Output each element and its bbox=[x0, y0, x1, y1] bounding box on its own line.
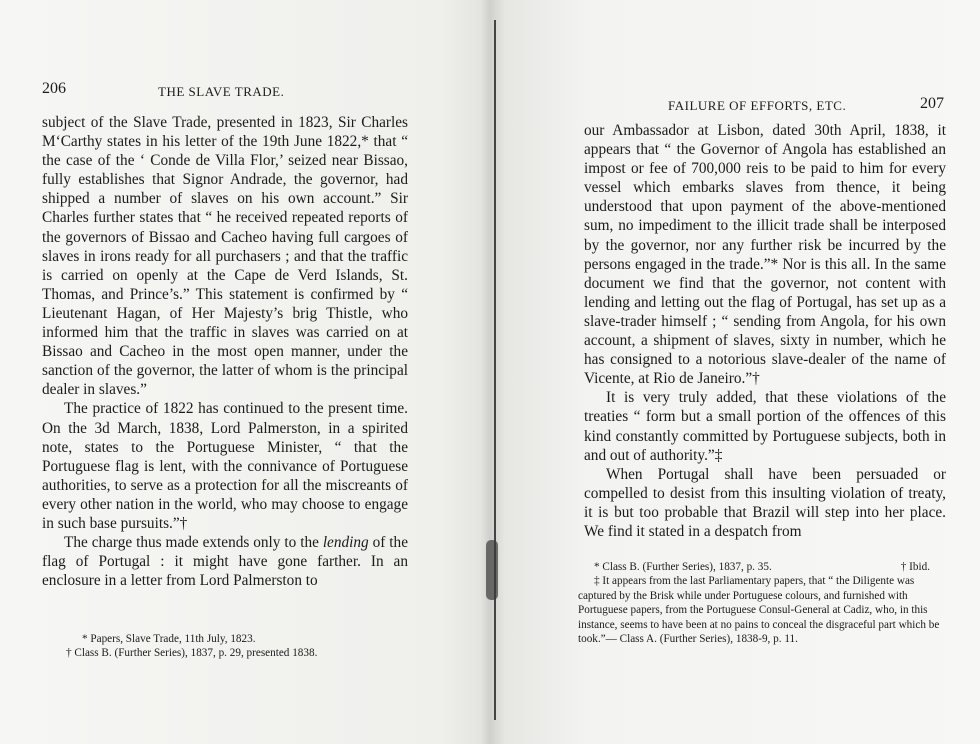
left-page-number: 206 bbox=[42, 80, 66, 97]
left-running-head: THE SLAVE TRADE. bbox=[158, 84, 285, 99]
left-footnotes bbox=[66, 632, 406, 661]
left-paragraph-3 bbox=[42, 533, 408, 590]
right-body bbox=[584, 121, 946, 541]
right-footnote-2: ‡ It appears from the last Parliamentary papers, that “ the Diligente was captured by the Brisk while under Portuguese colours, and furnished with Portuguese papers, from the Portuguese Consul-General at Cadiz, who, in this instance, seems to have been at no pains to conceal the disgraceful part which be took.”— Class A. (Further Series), 1838-9, p. 11. bbox=[578, 575, 940, 646]
right-running-head: FAILURE OF EFFORTS, ETC. bbox=[668, 98, 847, 113]
left-paragraph-1: subject of the Slave Trade, presented in 1823, Sir Charles M‘Carthy states in his letter of the 19th June 1822,* that “ the case of the ‘ Conde de Villa Flor,’ seized near Bissao, fully establishes that Signor Andrade, the governor, had shipped a number of slaves on his own account.” Sir Charles further states that “ he received repeated reports of the governors of Bissao and Cacheo having full cargoes of slaves in irons ready for all purchasers ; and that the traffic is carried on openly at the Cape de Verd Islands, St. Thomas, and Prince’s.” This statement is confirmed by “ Lieutenant Hagan, of Her Majesty’s brig Thistle, who informed him that the traffic in slaves was carried on at Bissao and Cacheo in the most open manner, under the sanction of the governor, the latter of whom is the principal dealer in slaves.” bbox=[42, 114, 408, 399]
left-paragraph-3-emphasis: lending bbox=[322, 534, 369, 552]
left-paragraph-2: The practice of 1822 has continued to the present time. On the 3d March, 1838, Lord Palmerston, in a spirited note, states to the Portuguese Minister, “ that the Portuguese flag is lent, with the connivance of Portuguese authorities, to serve as a protection for all the miscreants of every other nation in the world, who may choose to engage in such base pursuits.”† bbox=[42, 400, 408, 532]
book-gutter bbox=[494, 20, 496, 720]
left-paragraph-3-start: The charge thus made extends only to the bbox=[64, 534, 323, 552]
left-body bbox=[42, 113, 408, 590]
right-footnote-1: * Class B. (Further Series), 1837, p. 35. bbox=[594, 561, 772, 573]
right-footnote-row bbox=[578, 560, 942, 574]
gutter-shadow bbox=[486, 540, 498, 600]
right-page-number: 207 bbox=[920, 95, 944, 112]
left-footnote-1: * Papers, Slave Trade, 11th July, 1823. bbox=[82, 633, 256, 645]
right-footnotes bbox=[578, 560, 942, 646]
right-footnote-1b: † Ibid. bbox=[900, 561, 930, 573]
right-paragraph-1: our Ambassador at Lisbon, dated 30th April, 1838, it appears that “ the Governor of Angola has established an impost or fee of 700,000 reis to be paid to him for every vessel which embarks slaves from thence, it being understood that upon payment of the above-mentioned sum, no impediment to the illicit trade shall be interposed by the governor, nor any further risk be incurred by the persons engaged in the trade.”* Nor is this all. In the same document we find that the governor, not content with lending and letting out the flag of Portugal, has set up as a slave-trader himself ; “ sending from Angola, for his own account, a shipment of slaves, sixty in number, which he has consigned to a notorious slave-dealer of the name of Vicente, at Rio de Janeiro.”† bbox=[584, 122, 946, 388]
right-paragraph-2: It is very truly added, that these violations of the treaties “ form but a small portion of the offences of this kind constantly committed by Portuguese subjects, both in and out of authority.”‡ bbox=[584, 389, 946, 464]
right-paragraph-3: When Portugal shall have been persuaded or compelled to desist from this insulting violation of treaty, it is but too probable that Brazil will step into her place. We find it stated in a despatch from bbox=[584, 465, 946, 540]
left-footnote-2: † Class B. (Further Series), 1837, p. 29, presented 1838. bbox=[66, 647, 318, 660]
left-paragraph-3-end: of the flag of Portugal : it might have gone farther. In an enclosure in a letter from Lord Palmerston to bbox=[42, 534, 408, 590]
